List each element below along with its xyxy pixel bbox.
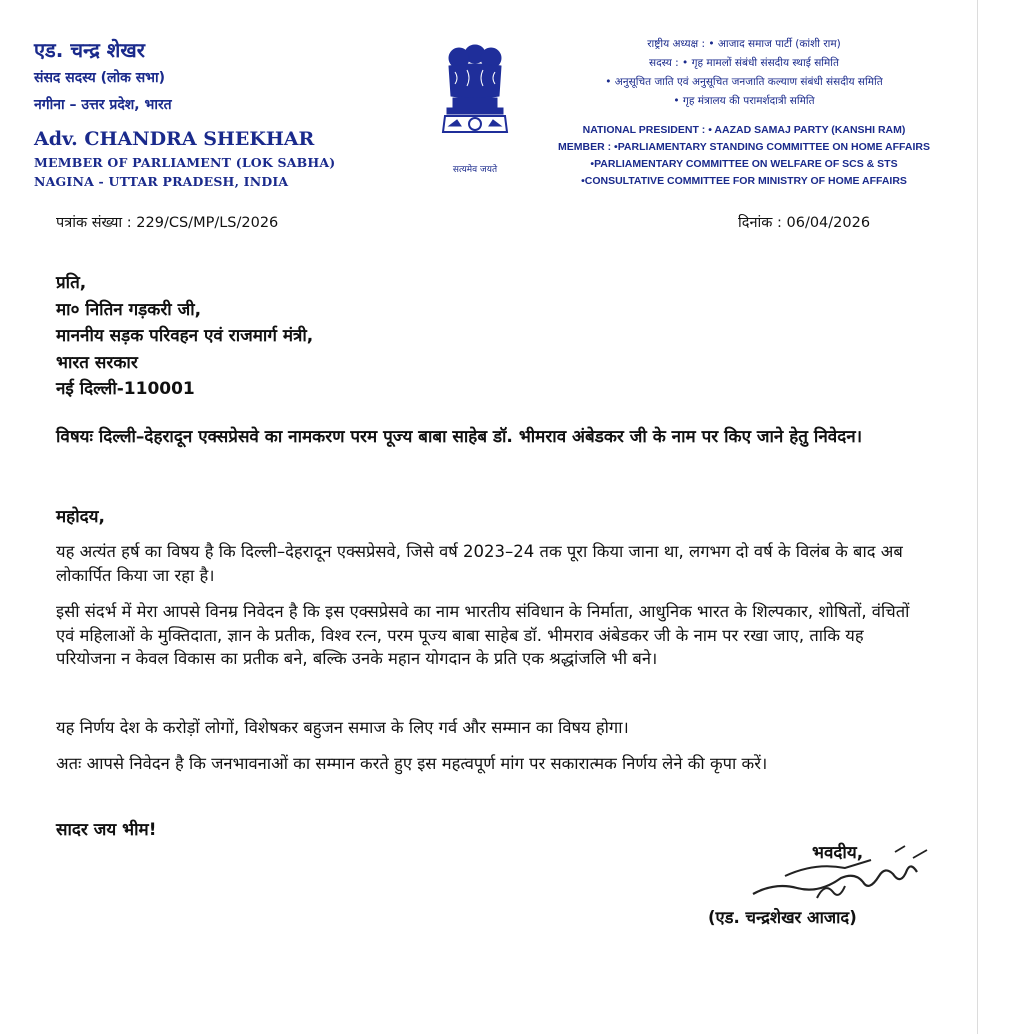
- committee-line-hindi: राष्ट्रीय अध्यक्ष : • आजाद समाज पार्टी (कांशी राम): [647, 38, 841, 50]
- page-edge: [977, 0, 978, 1034]
- hindi-designation: संसद सदस्य (लोक सभा): [34, 70, 166, 86]
- body-paragraph: यह अत्यंत हर्ष का विषय है कि दिल्ली–देहरादून एक्सप्रेसवे, जिसे वर्ष 2023–24 तक पूरा किया जाना था, लगभग दो वर्ष के विलंब के बाद अब लोकार्पित किया जा रहा है।: [56, 542, 903, 585]
- handwritten-signature: [745, 842, 935, 914]
- letter-date: दिनांक : 06/04/2026: [738, 215, 871, 231]
- english-designation: MEMBER OF PARLIAMENT (LOK SABHA): [34, 155, 336, 170]
- addressee-line: प्रति,: [56, 273, 87, 293]
- emblem-caption: सत्यमेव जयते: [452, 165, 498, 175]
- committee-line-hindi: • अनुसूचित जाति एवं अनुसूचित जनजाति कल्याण संबंधी संसदीय समिति: [605, 76, 883, 88]
- committee-line-english: MEMBER : •PARLIAMENTARY STANDING COMMITTEE ON HOME AFFAIRS: [558, 141, 930, 153]
- addressee-line: मा० नितिन गड़करी जी,: [56, 299, 202, 320]
- signatory-name: (एड. चन्द्रशेखर आजाद): [708, 908, 857, 927]
- committee-line-hindi: सदस्य : • गृह मामलों संबंधी संसदीय स्थाई समिति: [649, 57, 839, 69]
- hindi-location: नगीना – उत्तर प्रदेश, भारत: [34, 97, 172, 113]
- body-paragraph: इसी संदर्भ में मेरा आपसे विनम्र निवेदन है कि इस एक्सप्रेसवे का नाम भारतीय संविधान के निर्माता, आधुनिक भारत के शिल्पकार, शोषितों, वंचितों एवं महिलाओं के मुक्तिदाता, ज्ञान के प्रतीक, विश्व रत्न, परम पूज्य बाबा साहेब डॉ. भीमराव अंबेडकर जी के नाम पर रखा जाए, ताकि यह परियोजना न केवल विकास का प्रतीक बने, बल्कि उनके महान योगदान के प्रति एक श्रद्धांजलि भी बने।: [56, 602, 910, 668]
- body-paragraph: अतः आपसे निवेदन है कि जनभावनाओं का सम्मान करते हुए इस महत्वपूर्ण मांग पर सकारात्मक निर्णय लेने की कृपा करें।: [56, 754, 768, 773]
- hindi-name: एड. चन्द्र शेखर: [34, 38, 145, 62]
- committee-line-english: •CONSULTATIVE COMMITTEE FOR MINISTRY OF HOME AFFAIRS: [581, 175, 907, 187]
- addressee-line: माननीय सड़क परिवहन एवं राजमार्ग मंत्री,: [56, 326, 314, 346]
- addressee-line: भारत सरकार: [56, 352, 138, 373]
- addressee-line: नई दिल्ली-110001: [56, 379, 195, 399]
- addressee-block: [56, 270, 313, 403]
- reference-number: पत्रांक संख्या : 229/CS/MP/LS/2026: [56, 215, 279, 231]
- closing: सादर जय भीम!: [56, 820, 157, 840]
- committee-line-english: •PARLIAMENTARY COMMITTEE ON WELFARE OF SCS & STS: [590, 158, 898, 170]
- salutation: महोदय,: [56, 507, 105, 527]
- body-paragraph: यह निर्णय देश के करोड़ों लोगों, विशेषकर बहुजन समाज के लिए गर्व और सम्मान का विषय होगा।: [56, 718, 629, 737]
- committee-line-hindi: • गृह मंत्रालय की परामर्शदात्री समिति: [673, 95, 815, 107]
- english-location: NAGINA - UTTAR PRADESH, INDIA: [34, 174, 289, 189]
- national-emblem-icon: [425, 36, 525, 164]
- english-name: Adv. CHANDRA SHEKHAR: [34, 128, 315, 150]
- subject-line: विषयः दिल्ली–देहरादून एक्सप्रेसवे का नामकरण परम पूज्य बाबा साहेब डॉ. भीमराव अंबेडकर जी के नाम पर किए जाने हेतु निवेदन।: [56, 427, 863, 447]
- committee-line-english: NATIONAL PRESIDENT : • AAZAD SAMAJ PARTY (KANSHI RAM): [582, 124, 906, 136]
- valediction: भवदीय,: [812, 843, 864, 863]
